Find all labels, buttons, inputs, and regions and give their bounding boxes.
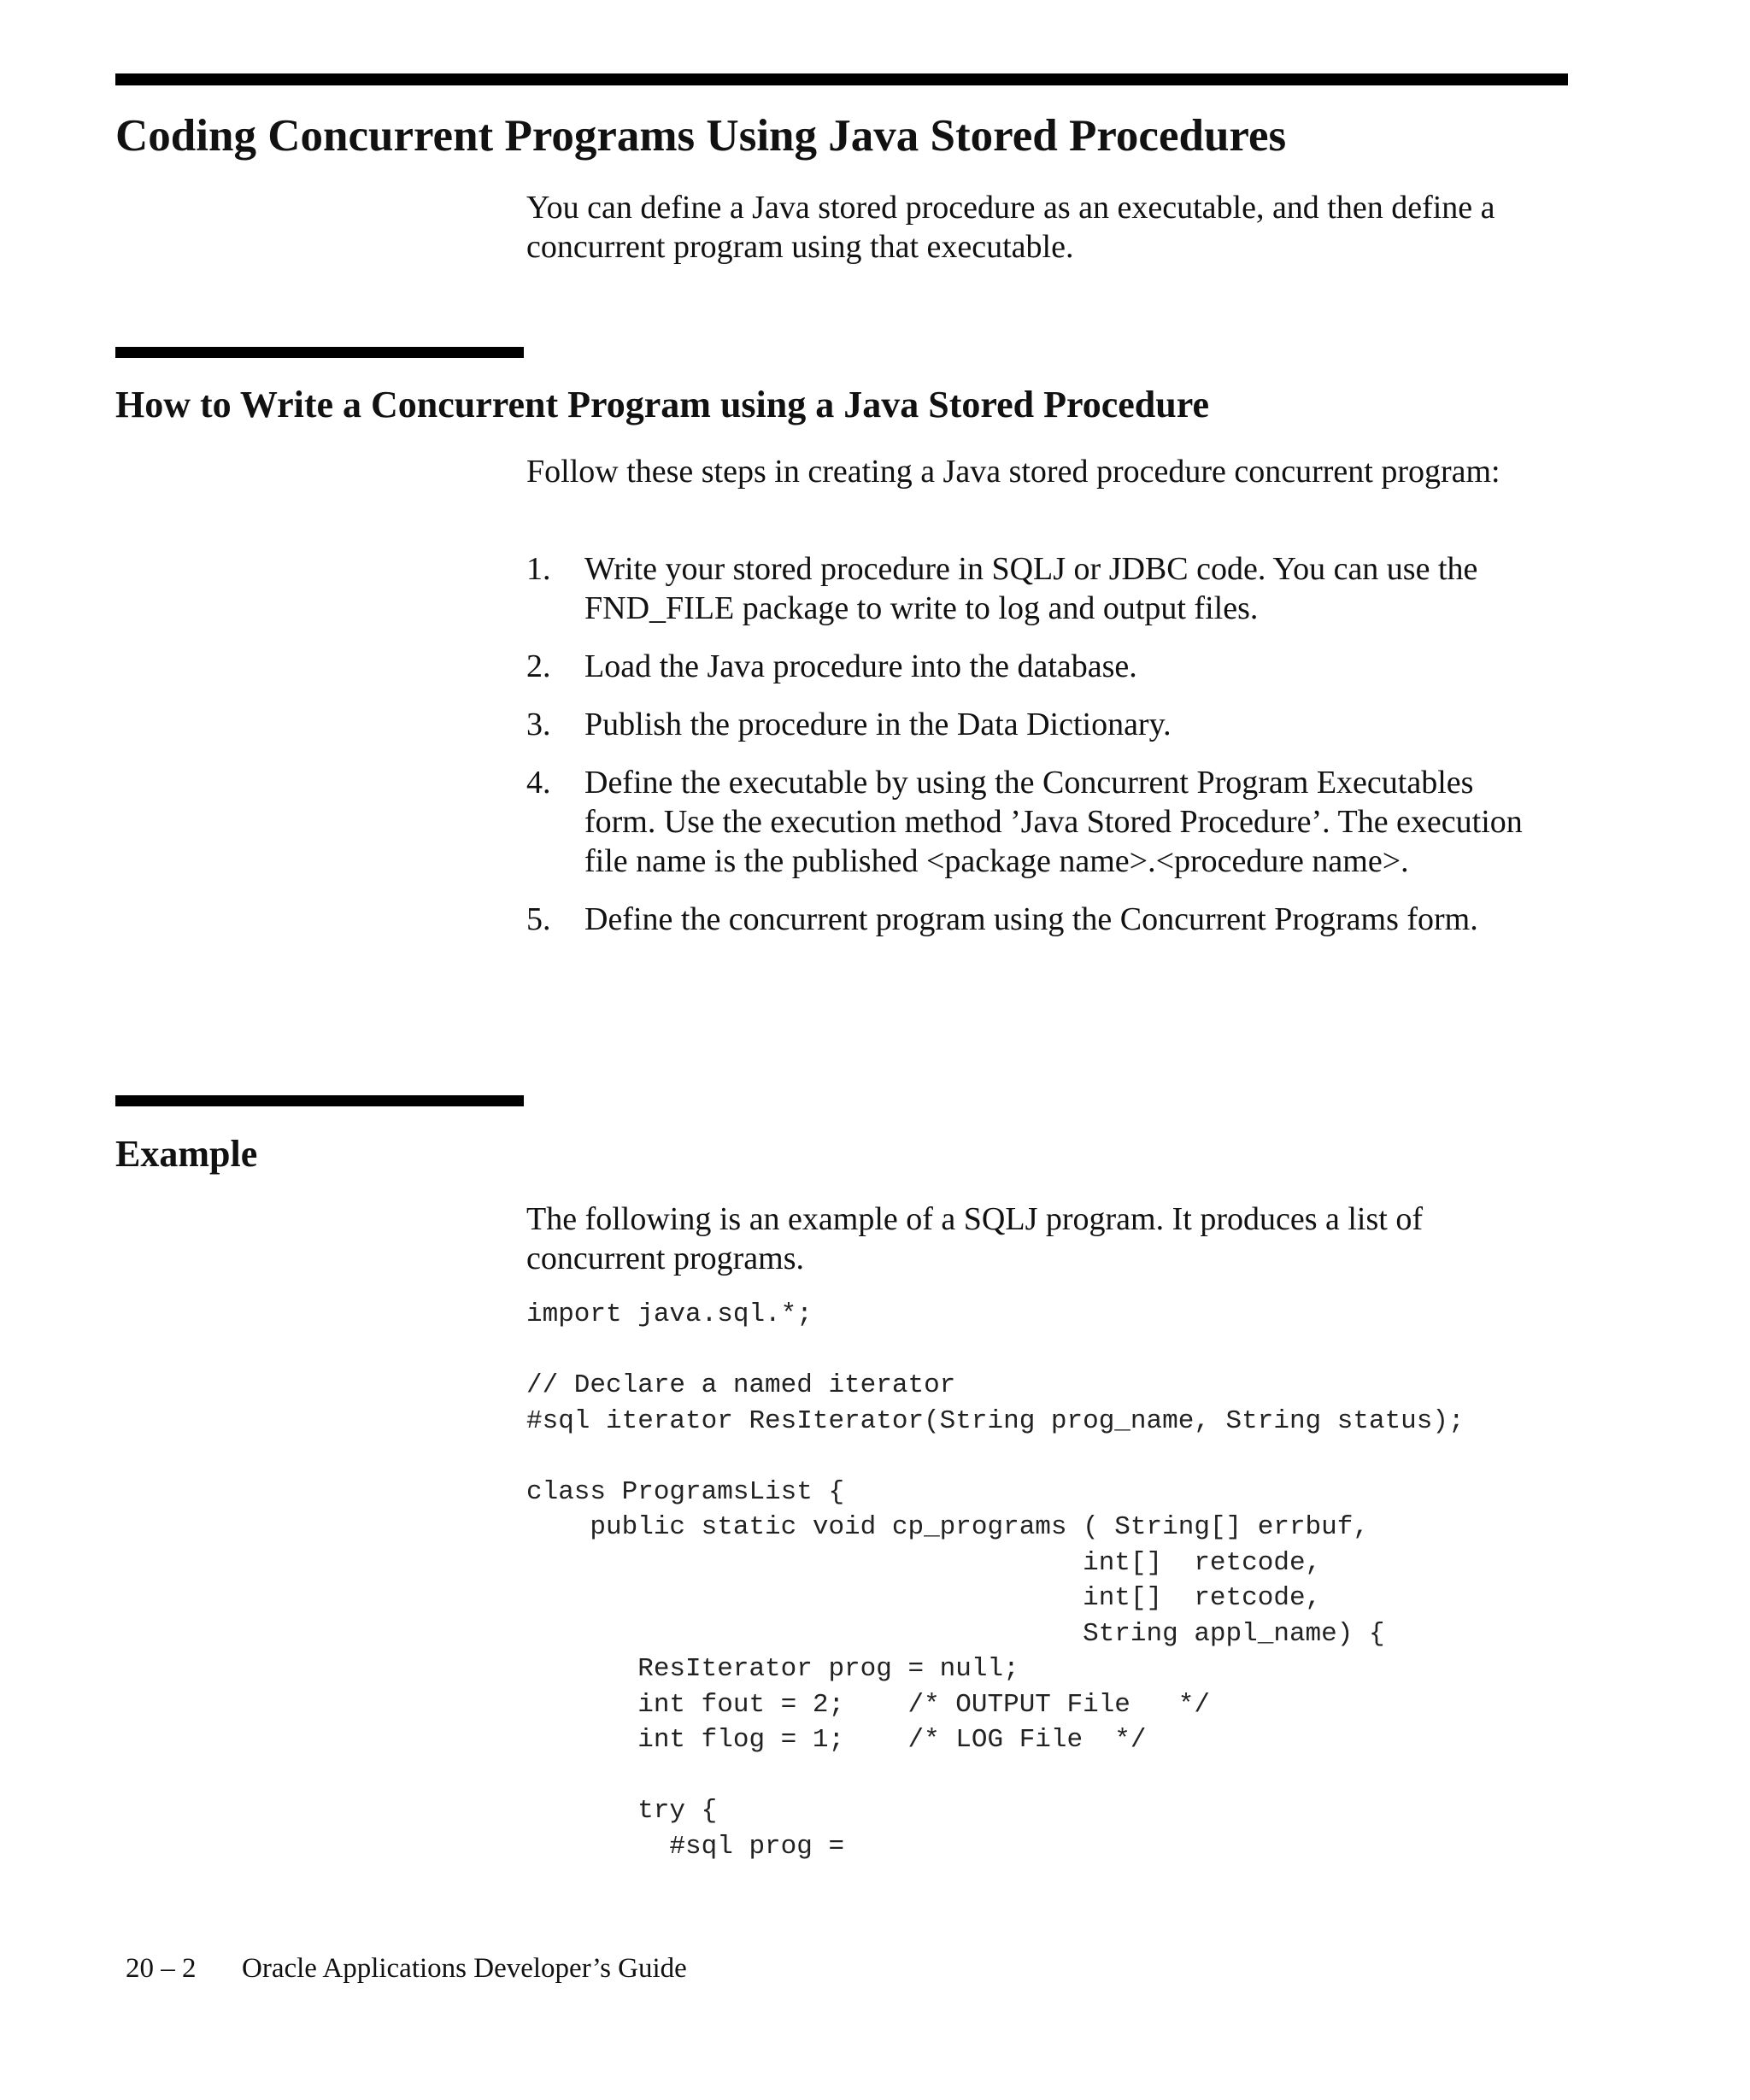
top-rule	[115, 73, 1568, 85]
step-item	[526, 549, 1535, 628]
code-listing: import java.sql.*; // Declare a named iterator #sql iterator ResIterator(String prog_name, String status); class ProgramsList { public static void cp_programs ( String[] errbuf, int[] retcode, int[] retcode, String appl_name) { ResIterator prog = null; int fout = 2; /* OUTPUT File */ int flog = 1; /* LOG File */ try { #sql prog =	[526, 1299, 1465, 1862]
footer-book-title: Oracle Applications Developer’s Guide	[242, 1953, 687, 1984]
example-heading: Example	[115, 1133, 258, 1175]
step-text: Define the concurrent program using the Concurrent Programs form.	[584, 901, 1478, 937]
step-item	[526, 647, 1535, 686]
step-item	[526, 705, 1535, 744]
example-lead-paragraph: The following is an example of a SQLJ program. It produces a list of concurrent programs.	[526, 1201, 1423, 1276]
howto-heading: How to Write a Concurrent Program using a Java Stored Procedure	[115, 384, 1209, 425]
steps-list	[526, 549, 1535, 958]
step-text: Write your stored procedure in SQLJ or JDBC code. You can use the FND_FILE package to write to log and output files.	[584, 551, 1478, 626]
step-text: Load the Java procedure into the database.	[584, 648, 1137, 684]
section-rule-example	[115, 1095, 524, 1106]
section-rule-howto	[115, 347, 524, 358]
step-number: 3.	[526, 707, 551, 742]
footer-page-number: 20 – 2	[126, 1953, 197, 1984]
step-number: 1.	[526, 551, 551, 587]
step-number: 2.	[526, 648, 551, 684]
step-number: 5.	[526, 901, 551, 937]
step-text: Define the executable by using the Concurrent Program Executables form. Use the execution method ’Java Stored Procedure’. The execution file name is the published <package name>.<procedure name>.	[584, 765, 1523, 879]
step-number: 4.	[526, 765, 551, 801]
step-item	[526, 763, 1535, 881]
page-title: Coding Concurrent Programs Using Java Stored Procedures	[115, 111, 1287, 161]
step-text: Publish the procedure in the Data Dictionary.	[584, 707, 1172, 742]
intro-paragraph: You can define a Java stored procedure as an executable, and then define a concurrent program using that executable.	[526, 190, 1495, 265]
step-item	[526, 900, 1535, 939]
howto-lead-paragraph: Follow these steps in creating a Java stored procedure concurrent program:	[526, 454, 1500, 490]
